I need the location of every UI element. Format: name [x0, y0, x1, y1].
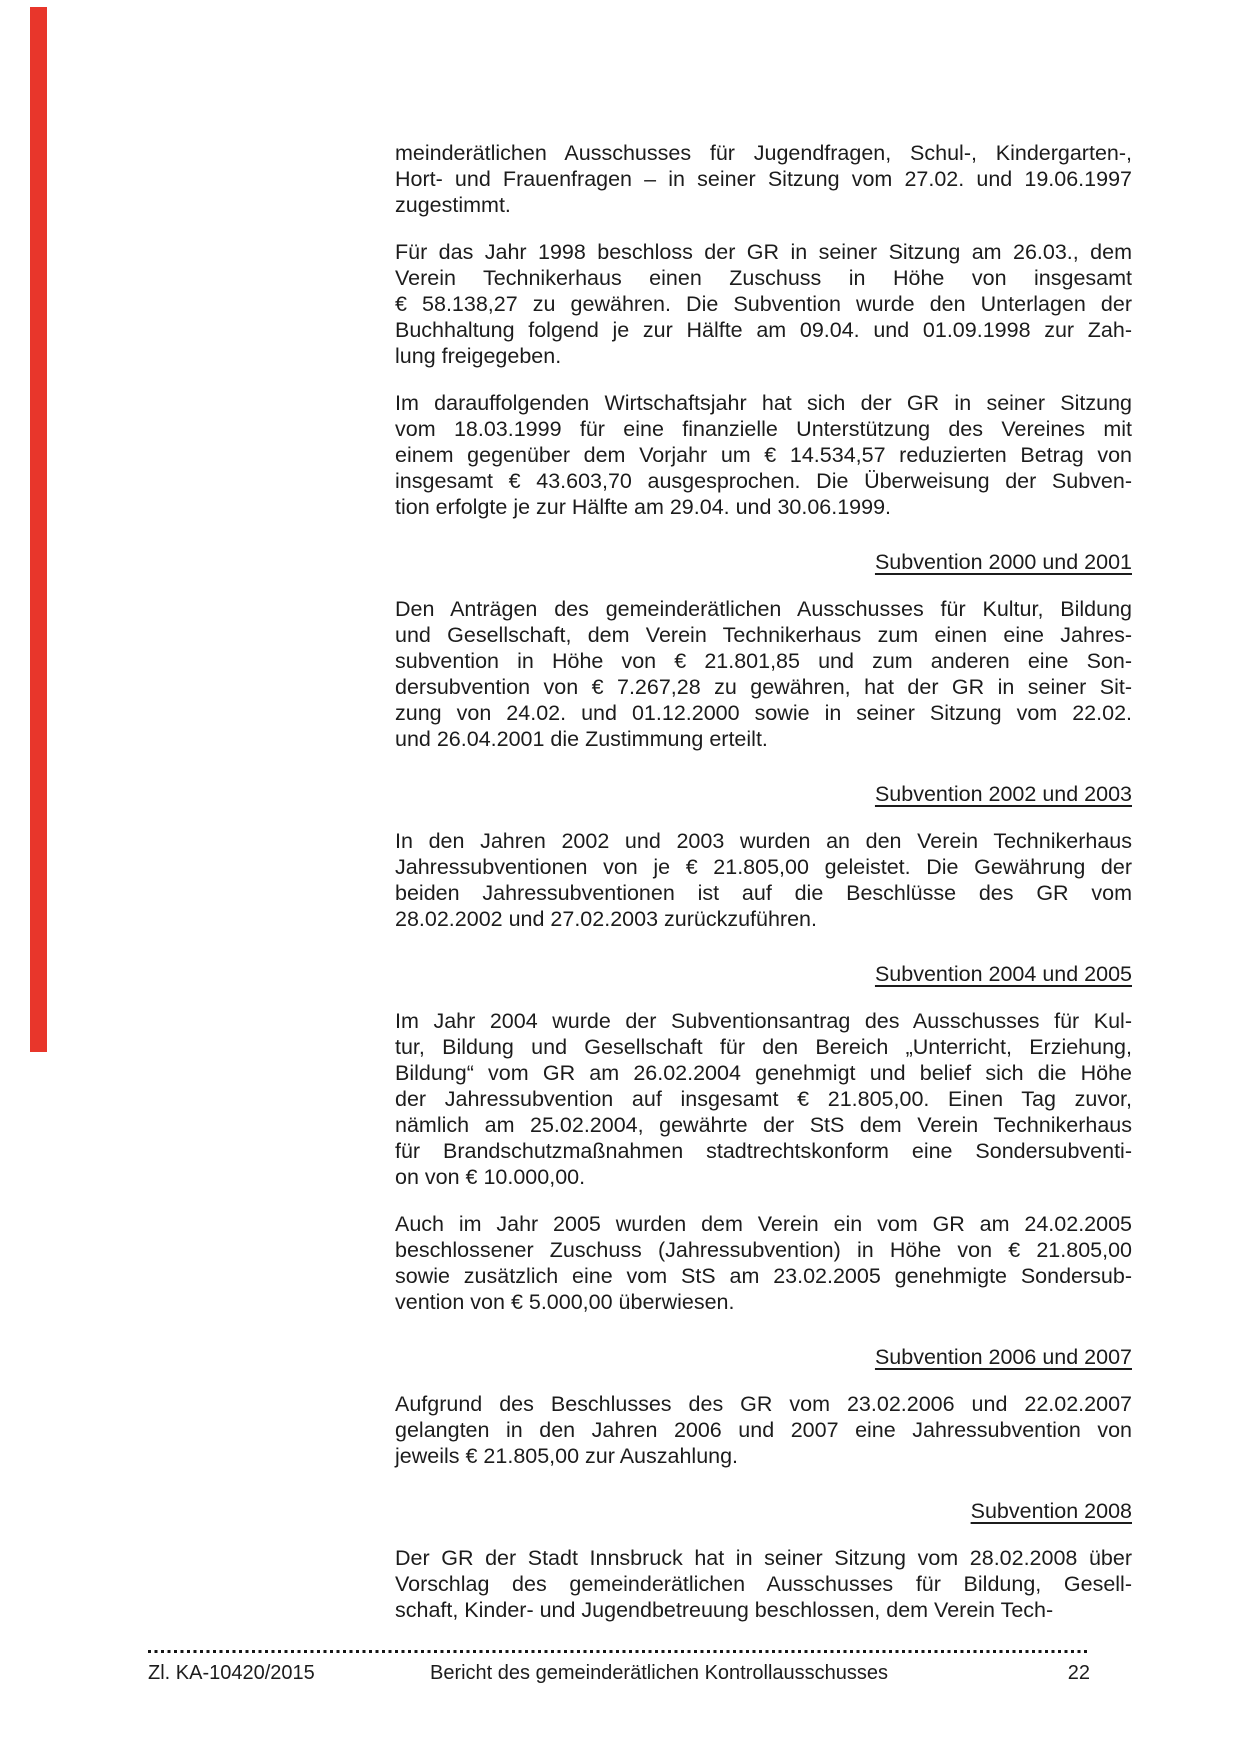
text-line: Vorschlag des gemeinderätlichen Ausschusses für Bildung, Gesell- [395, 1572, 1132, 1596]
text-line: Verein Technikerhaus einen Zuschuss in Höhe von insgesamt [395, 266, 1132, 290]
section-heading [395, 1344, 1132, 1370]
section-heading-text: Subvention 2000 und 2001 [874, 550, 1132, 574]
section-heading-text: Subvention 2004 und 2005 [874, 962, 1132, 986]
text-line: vom 18.03.1999 für eine finanzielle Unterstützung des Vereines mit [395, 417, 1132, 441]
section-heading-text: Subvention 2002 und 2003 [874, 782, 1132, 806]
text-line: und 26.04.2001 die Zustimmung erteilt. [395, 727, 768, 751]
text-line: tur, Bildung und Gesellschaft für den Bereich „Unterricht, Erziehung, [395, 1035, 1132, 1059]
text-line: Hort- und Frauenfragen – in seiner Sitzung vom 27.02. und 19.06.1997 [395, 167, 1132, 191]
text-line: Für das Jahr 1998 beschloss der GR in seiner Sitzung am 26.03., dem [395, 240, 1132, 264]
paragraph [395, 390, 1132, 520]
text-line: Im Jahr 2004 wurde der Subventionsantrag des Ausschusses für Kul- [395, 1009, 1132, 1033]
section-heading [395, 781, 1132, 807]
text-line: Den Anträgen des gemeinderätlichen Ausschusses für Kultur, Bildung [395, 597, 1132, 621]
margin-change-bar [30, 7, 47, 1052]
text-line: tion erfolgte je zur Hälfte am 29.04. und 30.06.1999. [395, 495, 892, 519]
footer-dotted-rule [148, 1650, 1090, 1653]
text-line: nämlich am 25.02.2004, gewährte der StS dem Verein Technikerhaus [395, 1113, 1132, 1137]
text-line: lung freigegeben. [395, 344, 562, 368]
text-line: zugestimmt. [395, 193, 511, 217]
text-line: beschlossener Zuschuss (Jahressubvention) in Höhe von € 21.805,00 [395, 1238, 1132, 1262]
document-body [395, 140, 1132, 1644]
section-heading-text: Subvention 2006 und 2007 [874, 1345, 1132, 1369]
paragraph [395, 596, 1132, 752]
paragraph [395, 828, 1132, 932]
text-line: Im darauffolgenden Wirtschaftsjahr hat sich der GR in seiner Sitzung [395, 391, 1132, 415]
footer-reference: Zl. KA-10420/2015 [148, 1662, 315, 1684]
page-footer [148, 1661, 1090, 1685]
section-heading-text: Subvention 2008 [970, 1499, 1132, 1523]
text-line: einem gegenüber dem Vorjahr um € 14.534,57 reduzierten Betrag von [395, 443, 1132, 467]
section-heading [395, 1498, 1132, 1524]
text-line: vention von € 5.000,00 überwiesen. [395, 1290, 735, 1314]
paragraph [395, 1211, 1132, 1315]
text-line: meinderätlichen Ausschusses für Jugendfragen, Schul-, Kindergarten-, [395, 141, 1132, 165]
paragraph [395, 140, 1132, 218]
text-line: sowie zusätzlich eine vom StS am 23.02.2005 genehmigte Sondersub- [395, 1264, 1132, 1288]
paragraph [395, 1391, 1132, 1469]
text-line: Buchhaltung folgend je zur Hälfte am 09.04. und 01.09.1998 zur Zah- [395, 318, 1132, 342]
text-line: Der GR der Stadt Innsbruck hat in seiner Sitzung vom 28.02.2008 über [395, 1546, 1132, 1570]
text-line: Aufgrund des Beschlusses des GR vom 23.02.2006 und 22.02.2007 [395, 1392, 1132, 1416]
footer-report-title: Bericht des gemeinderätlichen Kontrollausschusses [429, 1662, 889, 1684]
text-line: Auch im Jahr 2005 wurden dem Verein ein vom GR am 24.02.2005 [395, 1212, 1132, 1236]
text-line: insgesamt € 43.603,70 ausgesprochen. Die Überweisung der Subven- [395, 469, 1132, 493]
text-line: und Gesellschaft, dem Verein Technikerhaus zum einen eine Jahres- [395, 623, 1132, 647]
footer-page-number: 22 [1067, 1662, 1090, 1684]
text-line: schaft, Kinder- und Jugendbetreuung beschlossen, dem Verein Tech- [395, 1598, 1054, 1622]
text-line: jeweils € 21.805,00 zur Auszahlung. [395, 1444, 739, 1468]
text-line: gelangten in den Jahren 2006 und 2007 eine Jahressubvention von [395, 1418, 1132, 1442]
text-line: In den Jahren 2002 und 2003 wurden an den Verein Technikerhaus [395, 829, 1132, 853]
paragraph [395, 1008, 1132, 1190]
paragraph [395, 239, 1132, 369]
text-line: € 58.138,27 zu gewähren. Die Subvention wurde den Unterlagen der [395, 292, 1132, 316]
text-line: zung von 24.02. und 01.12.2000 sowie in seiner Sitzung vom 22.02. [395, 701, 1132, 725]
text-line: beiden Jahressubventionen ist auf die Beschlüsse des GR vom [395, 881, 1132, 905]
text-line: dersubvention von € 7.267,28 zu gewähren, hat der GR in seiner Sit- [395, 675, 1132, 699]
section-heading [395, 549, 1132, 575]
text-line: Jahressubventionen von je € 21.805,00 geleistet. Die Gewährung der [395, 855, 1132, 879]
text-line: für Brandschutzmaßnahmen stadtrechtskonform eine Sondersubventi- [395, 1139, 1132, 1163]
text-line: subvention in Höhe von € 21.801,85 und zum anderen eine Son- [395, 649, 1132, 673]
text-line: Bildung“ vom GR am 26.02.2004 genehmigt und belief sich die Höhe [395, 1061, 1132, 1085]
text-line: der Jahressubvention auf insgesamt € 21.805,00. Einen Tag zuvor, [395, 1087, 1132, 1111]
section-heading [395, 961, 1132, 987]
paragraph [395, 1545, 1132, 1623]
text-line: on von € 10.000,00. [395, 1165, 586, 1189]
text-line: 28.02.2002 und 27.02.2003 zurückzuführen. [395, 907, 817, 931]
